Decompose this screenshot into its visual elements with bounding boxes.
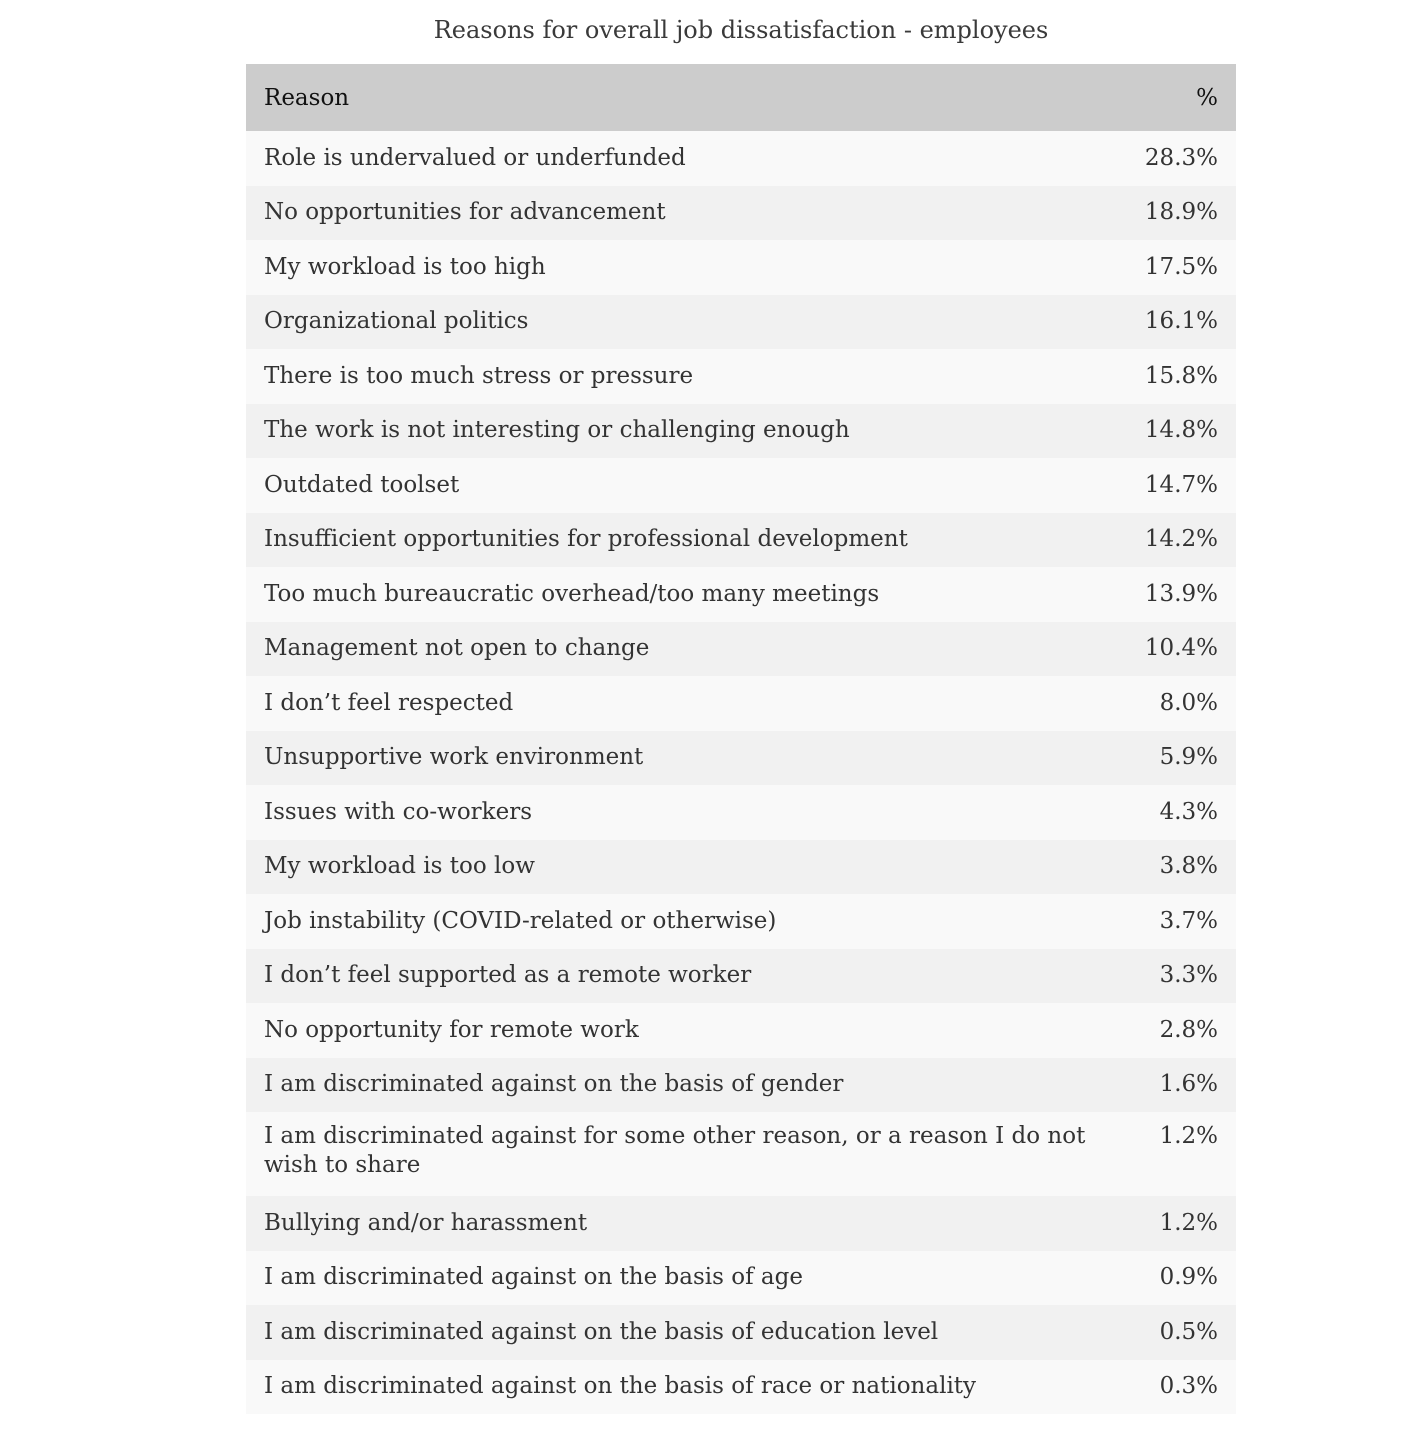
reason-cell: Unsupportive work environment (264, 744, 644, 771)
table-row (246, 186, 1236, 241)
reason-cell: I am discriminated against on the basis of education level (264, 1318, 939, 1345)
table-row (246, 567, 1236, 622)
percent-cell: 3.8% (1159, 853, 1218, 880)
table-row (246, 1003, 1236, 1058)
table-row (246, 1058, 1236, 1113)
table-row (246, 404, 1236, 459)
table-row (246, 295, 1236, 350)
reason-cell: No opportunities for advancement (264, 199, 666, 226)
reason-cell: There is too much stress or pressure (264, 362, 694, 389)
reason-cell: Bullying and/or harassment (264, 1209, 588, 1236)
percent-cell: 16.1% (1144, 308, 1218, 335)
column-header-reason: Reason (264, 84, 350, 111)
percent-cell: 3.7% (1159, 907, 1218, 934)
dissatisfaction-table (246, 64, 1236, 1414)
reason-cell: No opportunity for remote work (264, 1016, 639, 1043)
table-row (246, 731, 1236, 786)
table-row (246, 1112, 1236, 1196)
table-row (246, 949, 1236, 1004)
reason-cell: Management not open to change (264, 635, 650, 662)
percent-cell: 2.8% (1159, 1016, 1218, 1043)
reason-cell: Outdated toolset (264, 471, 460, 498)
table-row (246, 1305, 1236, 1360)
percent-cell: 14.7% (1144, 471, 1218, 498)
reason-cell: Insufficient opportunities for professional development (264, 526, 908, 553)
table-row (246, 131, 1236, 186)
reason-cell: Organizational politics (264, 308, 529, 335)
reason-cell: I am discriminated against on the basis of race or nationality (264, 1373, 977, 1400)
table-row (246, 840, 1236, 895)
table-row (246, 676, 1236, 731)
reason-cell: Job instability (COVID-related or otherwise) (264, 907, 777, 934)
table-row (246, 349, 1236, 404)
percent-cell: 8.0% (1159, 689, 1218, 716)
percent-cell: 1.6% (1159, 1071, 1218, 1098)
percent-cell: 28.3% (1144, 144, 1218, 171)
table-row (246, 1360, 1236, 1415)
reason-cell: My workload is too high (264, 253, 546, 280)
table-row (246, 1251, 1236, 1306)
percent-cell: 13.9% (1144, 580, 1218, 607)
table-row (246, 458, 1236, 513)
percent-cell: 4.3% (1159, 798, 1218, 825)
table-header (246, 64, 1236, 131)
reason-cell: I am discriminated against for some other reason, or a reason I do not wish to share (264, 1123, 1086, 1178)
percent-cell: 3.3% (1159, 962, 1218, 989)
table-row (246, 1196, 1236, 1251)
percent-cell: 10.4% (1144, 635, 1218, 662)
reason-cell: Issues with co-workers (264, 798, 533, 825)
reason-cell: My workload is too low (264, 853, 535, 880)
reason-cell: I don’t feel respected (264, 689, 514, 716)
percent-cell: 1.2% (1159, 1123, 1218, 1149)
reason-cell: I am discriminated against on the basis of age (264, 1264, 803, 1291)
percent-cell: 14.2% (1144, 526, 1218, 553)
reason-cell: Role is undervalued or underfunded (264, 144, 686, 171)
reason-cell: The work is not interesting or challenging enough (264, 417, 850, 444)
percent-cell: 14.8% (1144, 417, 1218, 444)
percent-cell: 5.9% (1159, 744, 1218, 771)
percent-cell: 17.5% (1144, 253, 1218, 280)
table-row (246, 622, 1236, 677)
percent-cell: 0.9% (1159, 1264, 1218, 1291)
reason-cell: I don’t feel supported as a remote worker (264, 962, 752, 989)
table-row (246, 513, 1236, 568)
reason-cell: I am discriminated against on the basis of gender (264, 1071, 844, 1098)
table-row (246, 240, 1236, 295)
percent-cell: 0.3% (1159, 1373, 1218, 1400)
percent-cell: 0.5% (1159, 1318, 1218, 1345)
percent-cell: 18.9% (1144, 199, 1218, 226)
percent-cell: 15.8% (1144, 362, 1218, 389)
column-header-percent: % (1196, 84, 1218, 111)
table-caption: Reasons for overall job dissatisfaction - employees (433, 16, 1049, 44)
table-body (246, 131, 1236, 1414)
percent-cell: 1.2% (1159, 1209, 1218, 1236)
table-row (246, 785, 1236, 840)
reason-cell: Too much bureaucratic overhead/too many meetings (264, 580, 880, 607)
table-row (246, 894, 1236, 949)
